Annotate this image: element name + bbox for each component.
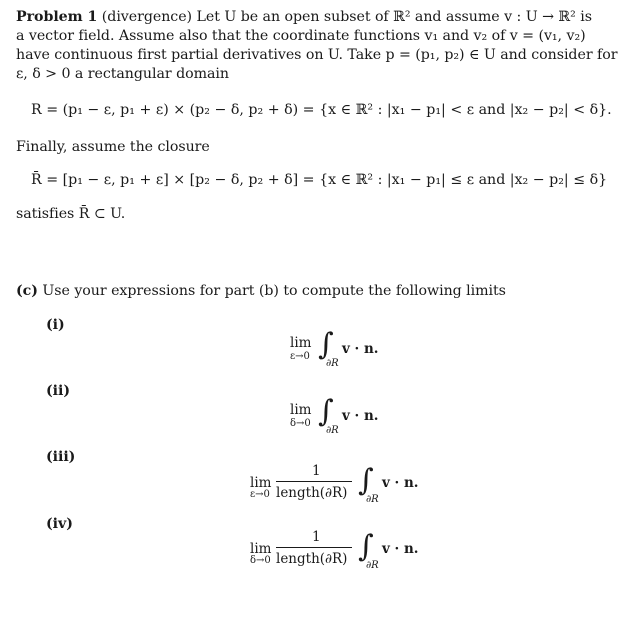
item-ii-int-sub: ∂R bbox=[326, 425, 339, 436]
part-c-label: (c) bbox=[16, 283, 38, 299]
problem-line-1 bbox=[16, 8, 592, 27]
item-iv-label: (iv) bbox=[46, 516, 73, 532]
item-iii-int-sub: ∂R bbox=[366, 494, 379, 505]
problem-heading: Problem 1 bbox=[16, 9, 98, 25]
problem-line-2: a vector field. Assume also that the coordinate functions v₁ and v₂ of v = (v₁, v₂) bbox=[16, 28, 586, 44]
item-iii-label: (iii) bbox=[46, 449, 76, 465]
item-iii-denominator: length(∂R) bbox=[276, 485, 348, 501]
item-iii-integrand: v · n. bbox=[382, 475, 419, 491]
item-iv-lim-sub: δ→0 bbox=[250, 555, 271, 566]
item-ii-label: (ii) bbox=[46, 383, 71, 399]
equation-R: R = (p₁ − ε, p₁ + ε) × (p₂ − δ, p₂ + δ) = {x ∈ ℝ² : |x₁ − p₁| < ε and |x₂ − p₂| < δ}. bbox=[31, 102, 612, 118]
problem-line-3: have continuous first partial derivatives on U. Take p = (p₁, p₂) ∈ U and consider for bbox=[16, 47, 618, 63]
item-iv-numerator: 1 bbox=[312, 529, 321, 545]
item-ii-integrand: v · n. bbox=[342, 408, 379, 424]
item-iii-fraction-line bbox=[276, 481, 352, 482]
equation-R-closure: R̄ = [p₁ − ε, p₁ + ε] × [p₂ − δ, p₂ + δ] = {x ∈ ℝ² : |x₁ − p₁| ≤ ε and |x₂ − p₂| ≤ δ} bbox=[31, 172, 608, 188]
item-iv-integral-sign: ∫ bbox=[358, 529, 374, 564]
item-iv-fraction-line bbox=[276, 547, 352, 548]
item-i-integrand: v · n. bbox=[342, 341, 379, 357]
item-iv-integrand: v · n. bbox=[382, 541, 419, 557]
closure-intro: Finally, assume the closure bbox=[16, 139, 210, 155]
item-ii-lim-sub: δ→0 bbox=[290, 418, 311, 429]
part-c-text: Use your expressions for part (b) to compute the following limits bbox=[42, 283, 506, 299]
part-c-line bbox=[16, 282, 506, 301]
item-i-label: (i) bbox=[46, 317, 65, 333]
item-i-lim: lim bbox=[290, 335, 312, 351]
item-iii-lim-sub: ε→0 bbox=[250, 489, 270, 500]
item-iii-lim: lim bbox=[250, 475, 272, 491]
item-ii-integral-sign: ∫ bbox=[318, 394, 334, 429]
item-i-lim-sub: ε→0 bbox=[290, 351, 310, 362]
problem-line-1-text: (divergence) Let U be an open subset of ℝ² and assume v : U → ℝ² is bbox=[101, 9, 592, 25]
item-iii-integral-sign: ∫ bbox=[358, 463, 374, 498]
item-iii-numerator: 1 bbox=[312, 463, 321, 479]
item-iv-lim: lim bbox=[250, 541, 272, 557]
item-i-integral-sign: ∫ bbox=[318, 327, 334, 362]
item-iv-denominator: length(∂R) bbox=[276, 551, 348, 567]
satisfies-line: satisfies R̄ ⊂ U. bbox=[16, 206, 126, 222]
item-i-int-sub: ∂R bbox=[326, 358, 339, 369]
item-iv-int-sub: ∂R bbox=[366, 560, 379, 571]
item-ii-lim: lim bbox=[290, 402, 312, 418]
problem-line-4: ε, δ > 0 a rectangular domain bbox=[16, 66, 230, 82]
